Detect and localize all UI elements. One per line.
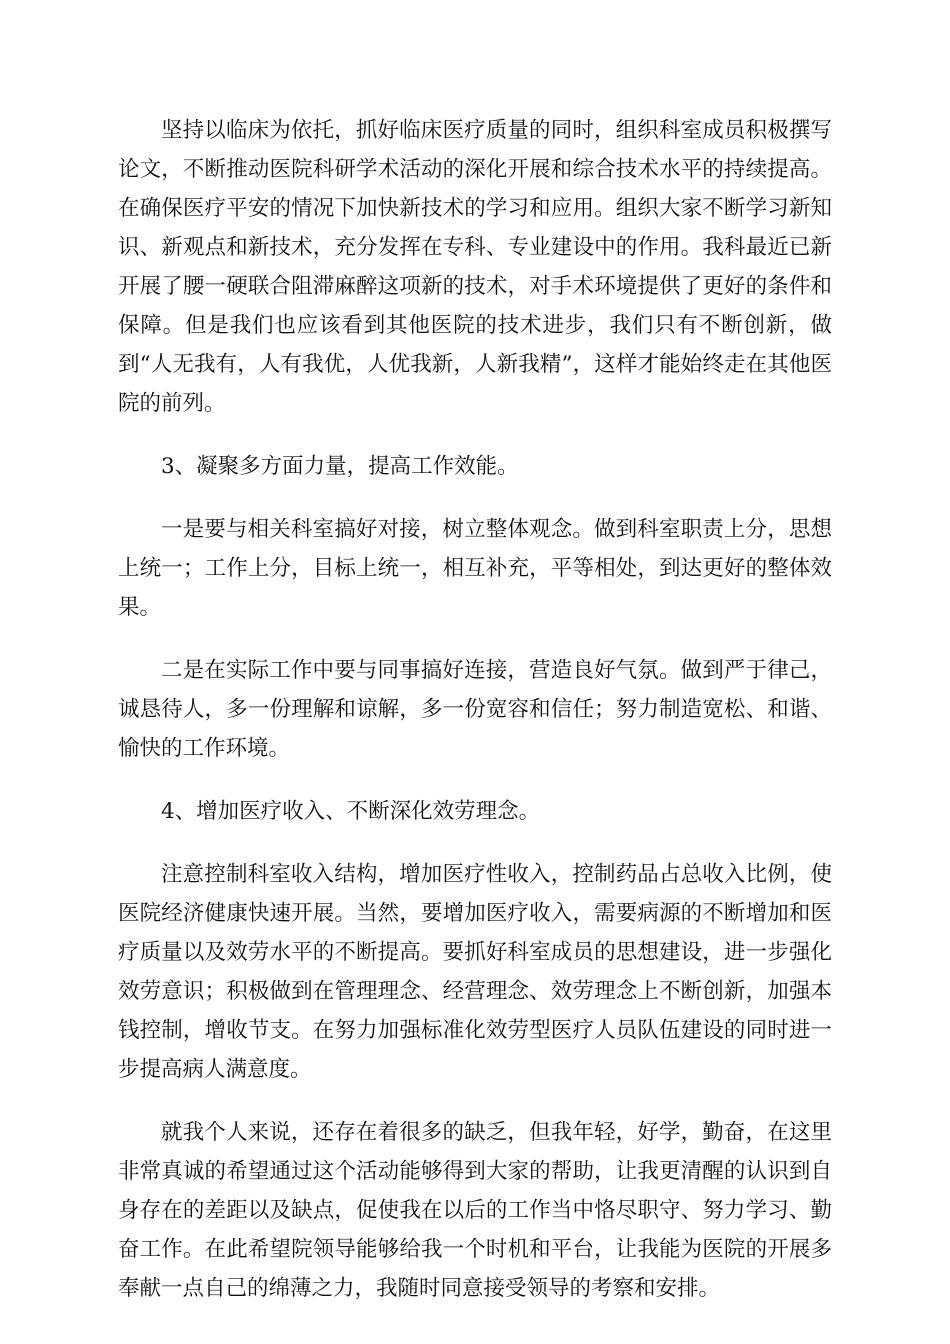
paragraph-tech-development: 坚持以临床为依托，抓好临床医疗质量的同时，组织科室成员积极撰写论文，不断推动医院科研学术活动的深化开展和综合技术水平的持续提高。在确保医疗平安的情况下加快新技术的学习和应用。组织大家不断学习新知识、新观点和新技术，充分发挥在专科、专业建设中的作用。我科最近已新开展了腰一硬联合阻滞麻醉这项新的技术，对手术环境提供了更好的条件和保障。但是我们也应该看到其他医院的技术进步，我们只有不断创新，做到“人无我有，人有我优，人优我新，人新我精”，这样才能始终走在其他医院的前列。 — [118, 118, 832, 416]
heading-item-4: 4、增加医疗收入、不断深化效劳理念。 — [161, 799, 541, 824]
paragraph-department-coordination: 一是要与相关科室搞好对接，树立整体观念。做到科室职责上分，思想上统一；工作上分，目标上统一，相互补充，平等相处，到达更好的整体效果。 — [118, 517, 832, 620]
heading-item-3: 3、凝聚多方面力量，提高工作效能。 — [161, 454, 519, 479]
document-body — [118, 111, 832, 1332]
paragraph-colleague-relations: 二是在实际工作中要与同事搞好连接，营造良好气氛。做到严于律己，诚恳待人，多一份理解和谅解，多一份宽容和信任；努力制造宽松、和谐、愉快的工作环境。 — [118, 658, 832, 761]
paragraph-income-structure: 注意控制科室收入结构，增加医疗性收入，控制药品占总收入比例，使医院经济健康快速开展。当然，要增加医疗收入，需要病源的不断增加和医疗质量以及效劳水平的不断提高。要抓好科室成员的思想建设，进一步强化效劳意识；积极做到在管理理念、经营理念、效劳理念上不断创新，加强本钱控制，增收节支。在努力加强标准化效劳型医疗人员队伍建设的同时进一步提高病人满意度。 — [118, 862, 832, 1082]
paragraph-personal-statement: 就我个人来说，还存在着很多的缺乏，但我年轻，好学，勤奋，在这里非常真诚的希望通过这个活动能够得到大家的帮助，让我更清醒的认识到自身存在的差距以及缺点，促使我在以后的工作当中恪尽职守、努力学习、勤奋工作。在此希望院领导能够给我一个时机和平台，让我能为医院的开展多奉献一点自己的绵薄之力，我随时同意接受领导的考察和安排。 — [118, 1120, 832, 1301]
